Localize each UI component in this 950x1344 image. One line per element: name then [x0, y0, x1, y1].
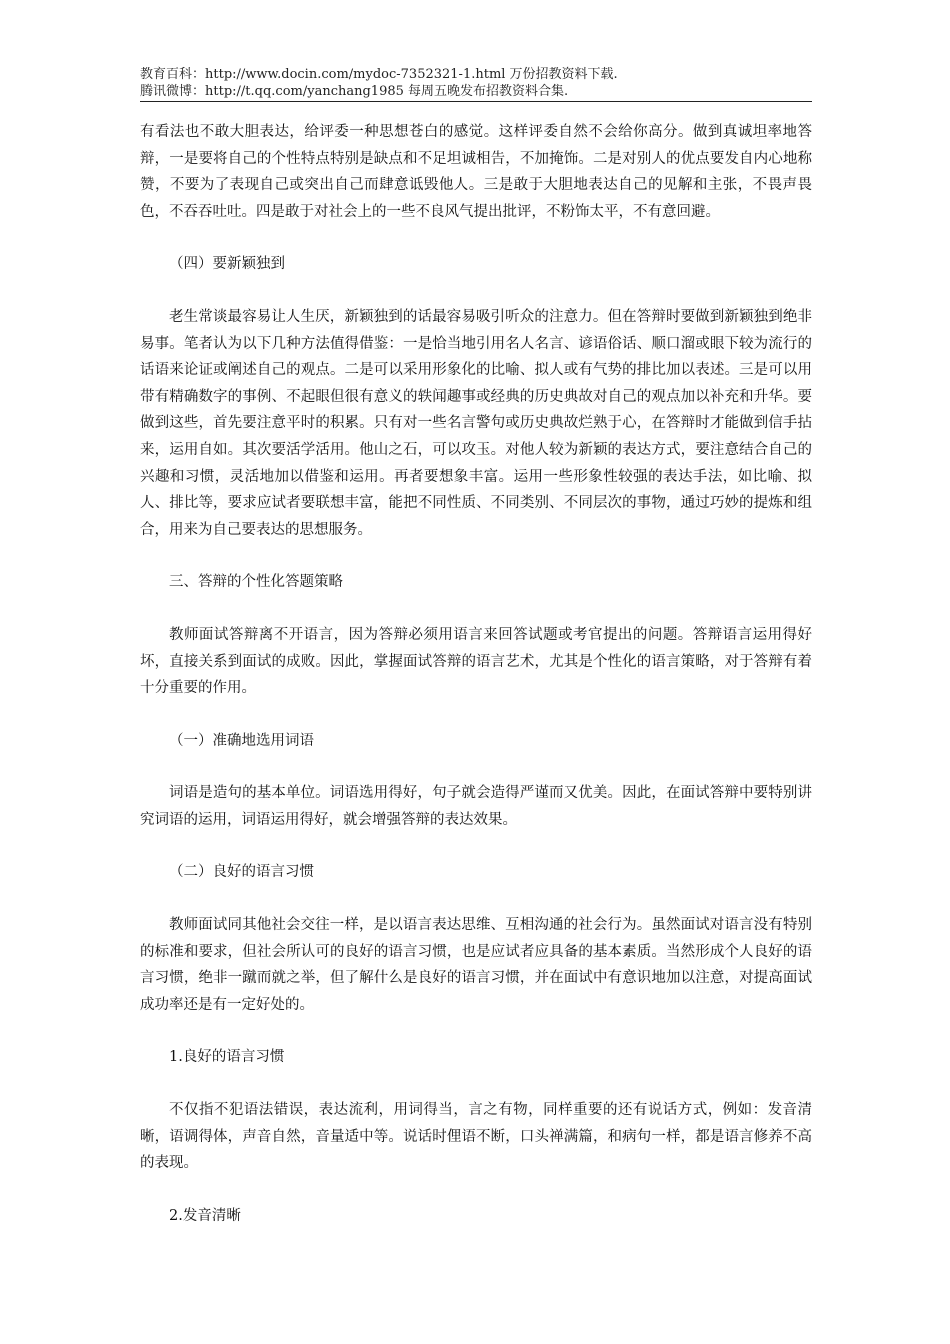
paragraph-good-habits: 不仅指不犯语法错误，表达流利，用词得当，言之有物，同样重要的还有说话方式，例如：发音清晰，语调得体，声音自然，音量适中等。说话时俚语不断，口头禅满篇，和病句一样，都是语言修养不高的表现。: [140, 1102, 812, 1172]
paragraph-novel: 老生常谈最容易让人生厌，新颖独到的话最容易吸引听众的注意力。但在答辩时要做到新颖独到绝非易事。笔者认为以下几种方法值得借鉴：一是恰当地引用名人名言、谚语俗话、顺口溜或眼下较为流行的话语来论证或阐述自己的观点。二是可以采用形象化的比喻、拟人或有气势的排比加以表述。三是可以用带有精确数字的事例、不起眼但很有意义的轶闻趣事或经典的历史典故对自己的观点加以补充和升华。要做到这些，首先要注意平时的积累。只有对一些名言警句或历史典故烂熟于心，在答辩时才能做到信手拈来，运用自如。其次要活学活用。他山之石，可以攻玉。对他人较为新颖的表达方式，要注意结合自己的兴趣和习惯，灵活地加以借鉴和运用。再者要想象丰富。运用一些形象性较强的表达手法，如比喻、拟人、排比等，要求应试者要联想丰富，能把不同性质、不同类别、不同层次的事物，通过巧妙的提炼和组合，用来为自己要表达的思想服务。: [140, 308, 812, 538]
paragraph-word-choice: 词语是造句的基本单位。词语选用得好，句子就会造得严谨而又优美。因此，在面试答辩中要特别讲究词语的运用，词语运用得好，就会增强答辩的表达效果。: [140, 785, 812, 828]
section-heading-novel: （四）要新颖独到: [169, 256, 285, 273]
paragraph-language-habits: 教师面试同其他社会交往一样，是以语言表达思维、互相沟通的社会行为。虽然面试对语言没有特别的标准和要求，但社会所认可的良好的语言习惯，也是应试者应具备的基本素质。当然形成个人良好的语言习惯，绝非一蹴而就之举，但了解什么是良好的语言习惯，并在面试中有意识地加以注意，对提高面试成功率还是有一定好处的。: [140, 917, 812, 1013]
section-heading-language-habits: （二）良好的语言习惯: [169, 864, 314, 881]
header-line-docin: 教育百科：http://www.docin.com/mydoc-7352321-1.html 万份招教资料下载.: [140, 67, 618, 82]
page-header: [140, 66, 812, 100]
document-body: [140, 119, 812, 1255]
subheading-good-habits: 1.良好的语言习惯: [169, 1049, 285, 1066]
header-divider: [140, 101, 812, 102]
paragraph-strategy: 教师面试答辩离不开语言，因为答辩必须用语言来回答试题或考官提出的问题。答辩语言运用得好坏，直接关系到面试的成败。因此，掌握面试答辩的语言艺术，尤其是个性化的语言策略，对于答辩有着十分重要的作用。: [140, 626, 812, 697]
section-heading-strategy: 三、答辩的个性化答题策略: [169, 574, 343, 591]
section-heading-word-choice: （一）准确地选用词语: [169, 732, 314, 749]
header-line-weibo: 腾讯微博：http://t.qq.com/yanchang1985 每周五晚发布招教资料合集.: [140, 84, 569, 99]
subheading-clear-pronunciation: 2.发音清晰: [169, 1207, 241, 1224]
paragraph-continued: 有看法也不敢大胆表达，给评委一种思想苍白的感觉。这样评委自然不会给你高分。做到真诚坦率地答辩，一是要将自己的个性特点特别是缺点和不足坦诚相告，不加掩饰。二是对别人的优点要发自内心地称赞，不要为了表现自己或突出自己而肆意诋毁他人。三是敢于大胆地表达自己的见解和主张，不畏声畏色，不吞吞吐吐。四是敢于对社会上的一些不良风气提出批评，不粉饰太平，不有意回避。: [140, 124, 812, 220]
